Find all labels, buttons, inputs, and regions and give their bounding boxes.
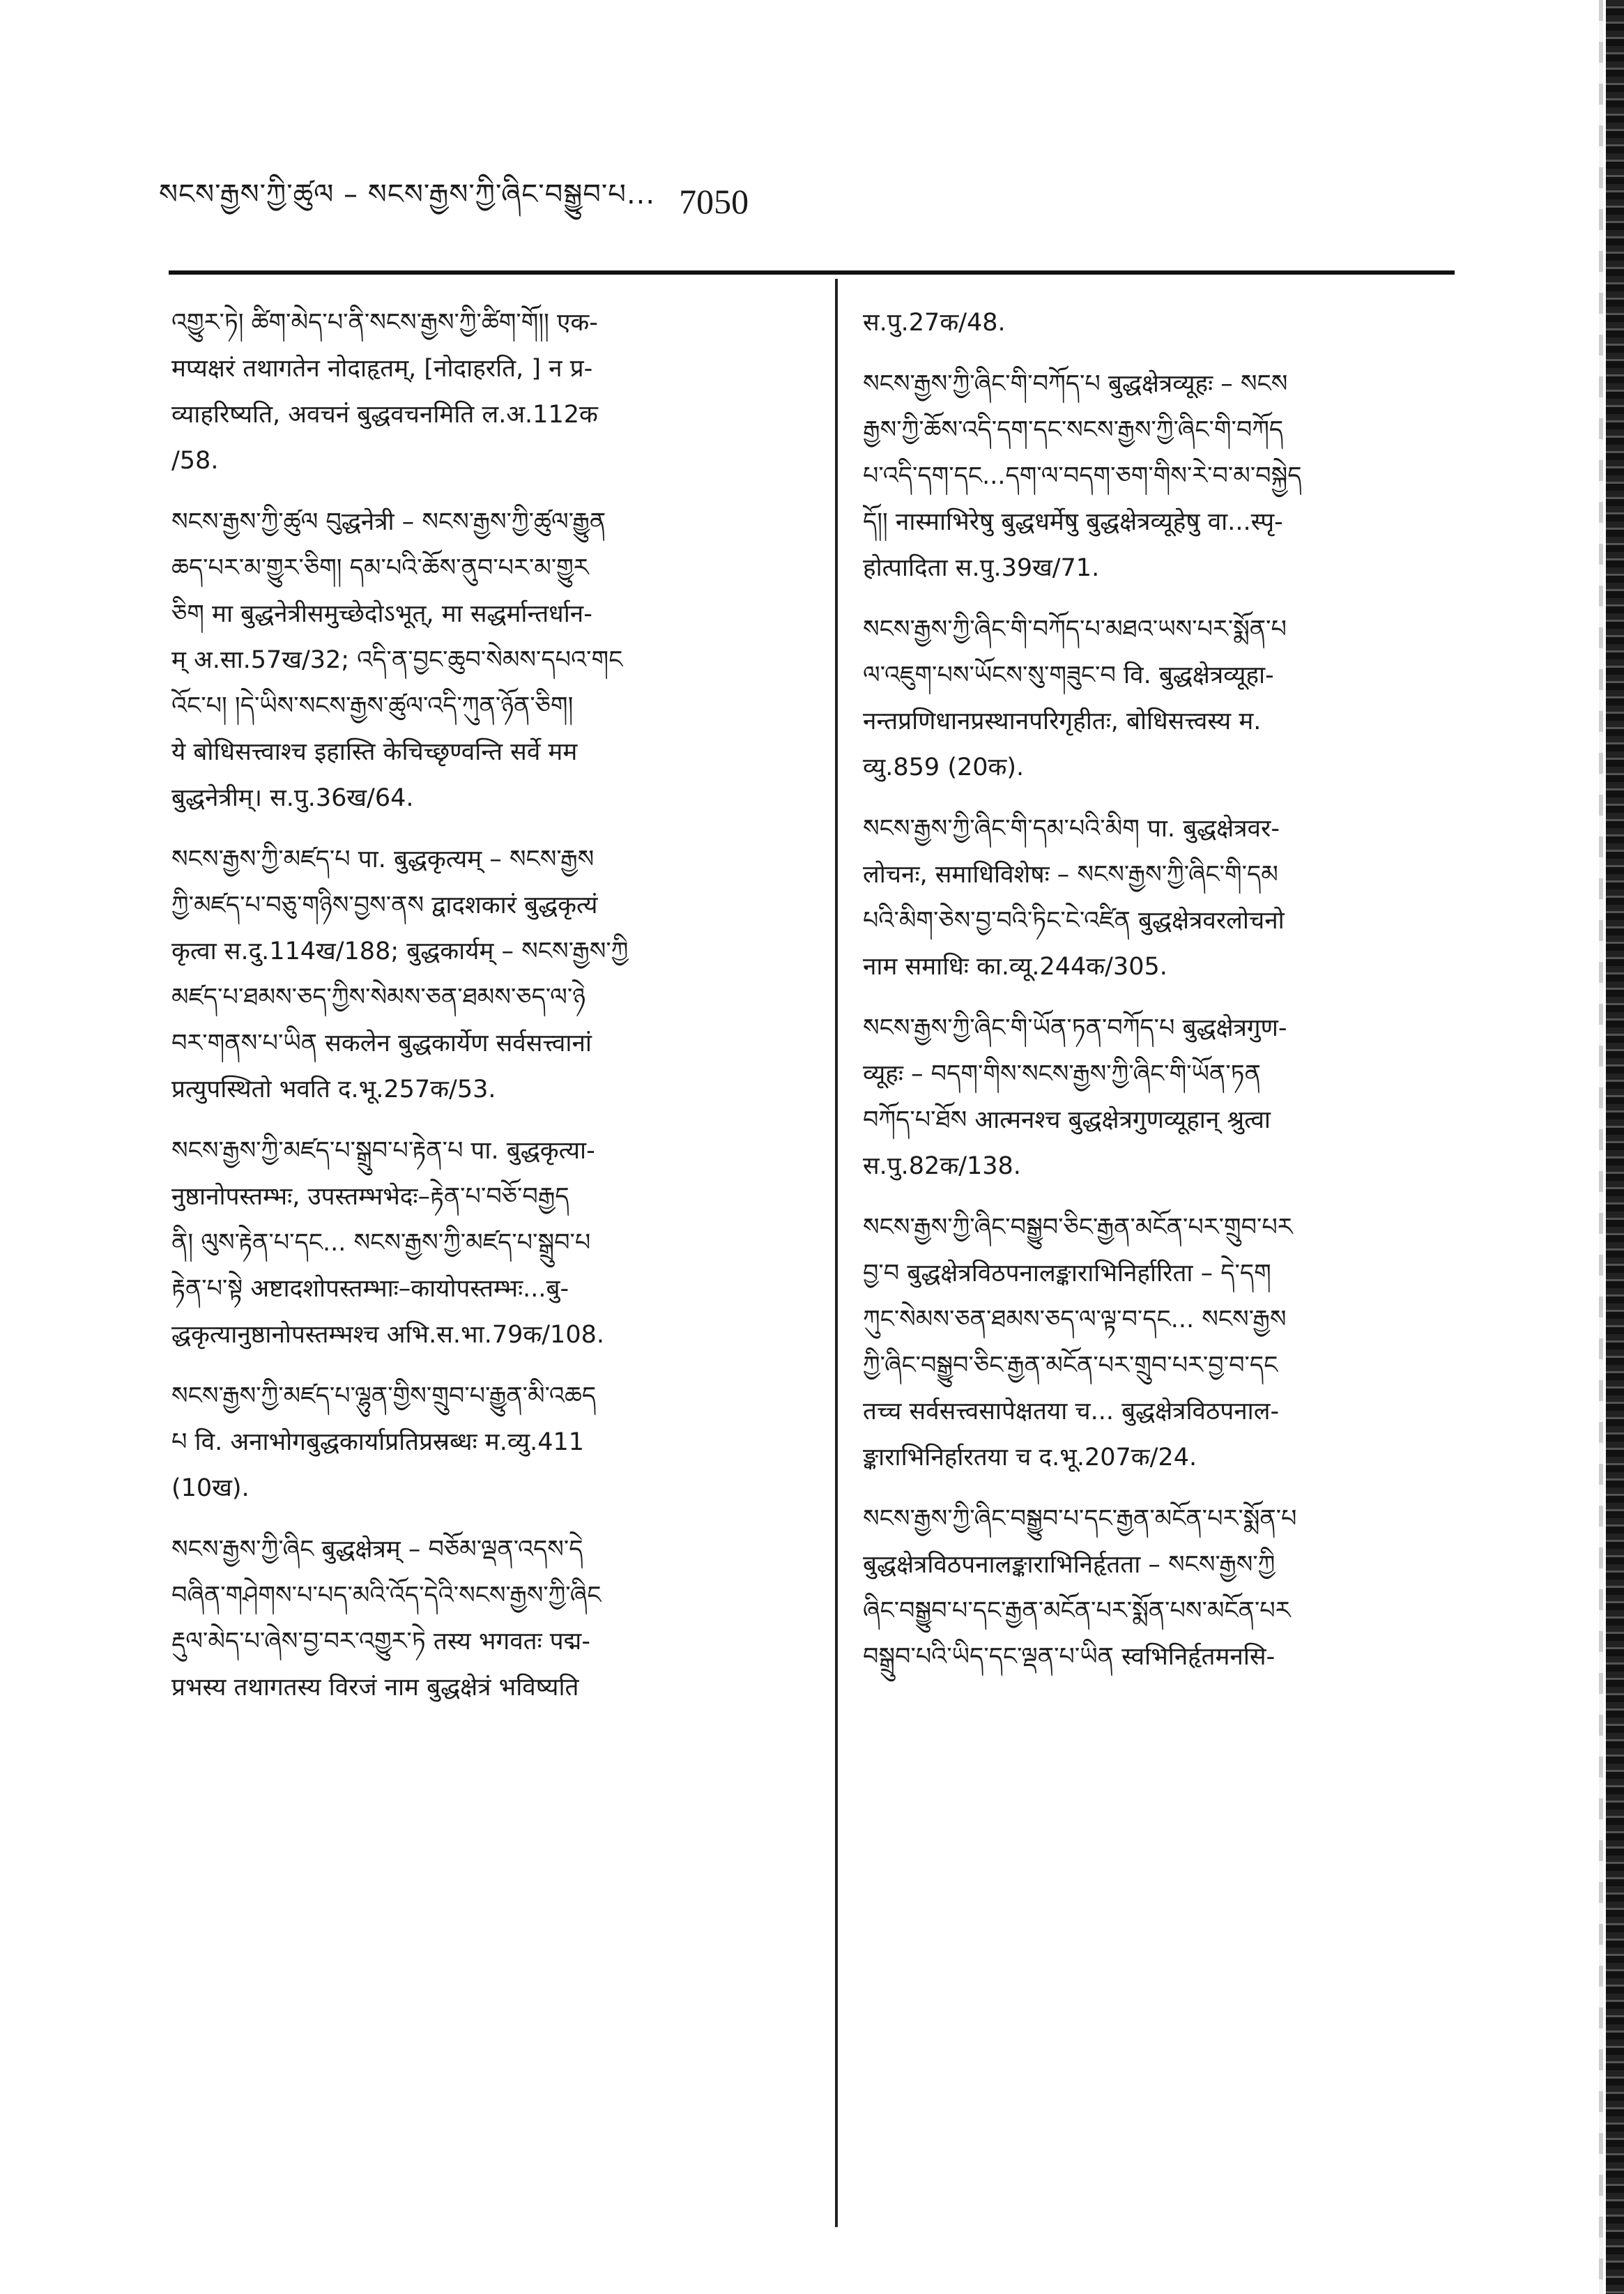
- entry-line: རྒྱས་ཀྱི་ཆོས་འདི་དག་དང་སངས་རྒྱས་ཀྱི་ཞིང་གི་བཀོད: [863, 416, 1284, 444]
- dictionary-entry: [863, 361, 1455, 591]
- entry-line: རྡུལ་མེད་པ་ཞེས་བྱ་བར་འགྱུར་ཏེ तस्य भगवतः पद्म-: [171, 1628, 590, 1655]
- entry-line: བར་གནས་པ་ཡིན सकलेन बुद्धकार्येण सर्वसत्त्वानां: [171, 1030, 592, 1057]
- dictionary-entry: [171, 499, 799, 821]
- entry-line: སངས་རྒྱས་ཀྱི་ཞིང་བསྒྱུབ་པ་དང་རྒྱན་མངོན་པར་སྨོན་པ: [863, 1505, 1297, 1533]
- entry-line: སངས་རྒྱས་ཀྱི་ཞིང་གི་བཀོད་པ बुद्धक्षेत्रव्यूहः – སངས: [863, 370, 1288, 398]
- entry-line: སངས་རྒྱས་ཀྱི་མཛད་པ་ལྷུན་གྱིས་གྲུབ་པ་རྒྱུན་མི་འཆད: [171, 1382, 597, 1410]
- entry-line: लोचनः, समाधिविशेषः – སངས་རྒྱས་ཀྱི་ཞིང་གི་དམ: [863, 861, 1278, 889]
- entry-line: ནི། ལུས་རྟེན་པ་དང... སངས་རྒྱས་ཀྱི་མཛད་པ་སྒྲུབ་པ: [171, 1229, 591, 1257]
- entry-line: སངས་རྒྱས་ཀྱི་ཞིང बुद्धक्षेत्रम् – བཅོམ་ལྡན་འདས་དེ: [171, 1536, 583, 1563]
- entry-line: म् अ.सा.57ख/32; འདི་ན་བྱང་ཆུབ་སེམས་དཔའ་གང: [171, 646, 623, 674]
- column-divider: [835, 279, 838, 2227]
- entry-line: /58.: [171, 447, 219, 475]
- dictionary-entry: [863, 806, 1455, 990]
- right-column: [863, 300, 1455, 2272]
- entry-line: བྱ་བ बुद्धक्षेत्रविठपनालङ्काराभिनिर्हारिता – དེ་དག: [863, 1260, 1271, 1287]
- entry-line: ལ་འཇུག་པས་ཡོངས་སུ་གཟུང་བ वि. बुद्धक्षेत्रव्यूहा-: [863, 662, 1274, 689]
- entry-line: པ वि. अनाभोगबुद्धकार्याप्रतिप्रस्रब्धः म.व्यु.411: [171, 1428, 585, 1456]
- entry-line: སངས་རྒྱས་ཀྱི་ཞིང་གི་དམ་པའི་མིག पा. बुद्धक्षेत्रवर-: [863, 815, 1280, 843]
- dictionary-entry: [171, 1128, 799, 1358]
- entry-line: བཀོད་པ་ཐོས आत्मनश्च बुद्धक्षेत्रगुणव्यूहान् श्रुत्वा: [863, 1106, 1271, 1134]
- entry-line: प्रभस्य तथागतस्य विरजं नाम बुद्धक्षेत्रं भविष्यति: [171, 1674, 579, 1702]
- running-header: [159, 170, 856, 233]
- entry-line: बुद्धक्षेत्रविठपनालङ्काराभिनिर्हृतता – སངས་རྒྱས་ཀྱི: [863, 1551, 1276, 1579]
- entry-line: (10ख).: [171, 1474, 250, 1502]
- scan-edge-strip: [1606, 0, 1624, 2294]
- entry-line: नुष्ठानोपस्तम्भः, उपस्तम्भभेदः–རྟེན་པ་བཅོ་བརྒྱད: [171, 1183, 569, 1211]
- entry-line: ये बोधिसत्त्वाश्च इहास्ति केचिच्छृण्वन्ति सर्वे मम: [171, 738, 578, 766]
- entry-line: སངས་རྒྱས་ཀྱི་ཞིང་གི་ཡོན་ཏན་བཀོད་པ बुद्धक्षेत्रगुण-: [863, 1014, 1287, 1042]
- dictionary-entry: [171, 300, 799, 484]
- entry-line: बुद्धनेत्रीम्। स.पु.36ख/64.: [171, 784, 414, 812]
- entry-line: ཀྱི་མཛད་པ་བཅུ་གཉིས་བྱས་ནས द्वादशकारं बुद्धकृत्यं: [171, 892, 598, 919]
- entry-line: རྟེན་པ་སྟེ अष्टादशोपस्तम्भाः–कायोपस्तम्भः...बु-: [171, 1275, 569, 1303]
- entry-line: སངས་རྒྱས་ཀྱི་མཛད་པ་སྒྲུབ་པ་རྟེན་པ पा. बुद्धकृत्या-: [171, 1137, 595, 1165]
- entry-line: མཛད་པ་ཐམས་ཅད་ཀྱིས་སེམས་ཅན་ཐམས་ཅད་ལ་ཉེ: [171, 984, 585, 1011]
- entry-line: व्यु.859 (20क).: [863, 754, 1025, 781]
- entry-line: པའི་མིག་ཅེས་བྱ་བའི་ཏིང་ངེ་འཛིན बुद्धक्षेत्रवरलोचनो: [863, 907, 1285, 935]
- dictionary-entry: [863, 1205, 1455, 1481]
- entry-line: स.पु.82क/138.: [863, 1152, 1021, 1180]
- entry-line: སངས་རྒྱས་ཀྱི་ཞིང་གི་བཀོད་པ་མཐའ་ཡས་པར་སྨོན་པ: [863, 615, 1287, 643]
- entry-line: དོ།། नास्माभिरेषु बुद्धधर्मेषु बुद्धक्षेत्रव्यूहेषु वा...स्पृ-: [863, 508, 1283, 536]
- entry-line: स.पु.27क/48.: [863, 309, 1006, 337]
- dictionary-entry: [171, 1373, 799, 1511]
- entry-line: སངས་རྒྱས་ཀྱི་ཞིང་བསྒྱུབ་ཅིང་རྒྱན་མངོན་པར་གྲུབ་པར: [863, 1214, 1293, 1241]
- entry-line: ཞིང་བསྒྱུབ་པ་དང་རྒྱན་མངོན་པར་སྨོན་པས་མངོན་པར: [863, 1597, 1291, 1625]
- entry-line: ཀྱི་ཞིང་བསྒྱུབ་ཅིང་རྒྱན་མངོན་པར་གྲུབ་པར་བྱ་བ་དང: [863, 1352, 1278, 1379]
- dictionary-entry: [171, 1527, 799, 1711]
- dictionary-entry: [863, 606, 1455, 790]
- entry-line: प्रत्युपस्थितो भवति द.भू.257क/53.: [171, 1076, 496, 1103]
- entry-line: པ་འདི་དག་དང...དག་ལ་བདག་ཅག་གིས་རེ་བ་མ་བསྐྱེད: [863, 462, 1302, 490]
- entry-line: སངས་རྒྱས་ཀྱི་མཛད་པ पा. बुद्धकृत्यम् – སངས་རྒྱས: [171, 846, 595, 873]
- scan-edge-shadow: [1599, 0, 1603, 2294]
- entry-line: मप्यक्षरं तथागतेन नोदाहृतम्, [नोदाहरति, ] न प्र-: [171, 355, 593, 383]
- page-number: 7050: [679, 182, 749, 221]
- dictionary-entry: [863, 1005, 1455, 1189]
- entry-line: འོང་པ། །དེ་ཡིས་སངས་རྒྱས་ཚུལ་འདི་ཀུན་ཉོན་ཅིག།: [171, 692, 574, 720]
- entry-line: ङ्काराभिनिर्हारतया च द.भू.207क/24.: [863, 1444, 1197, 1471]
- header-rule: [169, 270, 1455, 275]
- entry-line: व्याहरिष्यति, अवचनं बुद्धवचनमिति ल.अ.112क: [171, 401, 598, 429]
- entry-line: འགྱུར་ཏེ། ཚིག་མེད་པ་ནི་སངས་རྒྱས་ཀྱི་ཚིག་གོ།། एक-: [171, 309, 598, 337]
- header-title: སངས་རྒྱས་ཀྱི་ཚུལ – སངས་རྒྱས་ཀྱི་ཞིང་བསྒྱུབ་པ...: [159, 178, 656, 211]
- entry-line: व्यूहः – བདག་གིས་སངས་རྒྱས་ཀྱི་ཞིང་གི་ཡོན་ཏན: [863, 1060, 1261, 1088]
- entry-line: नन्तप्रणिधानप्रस्थानपरिगृहीतः, बोधिसत्त्वस्य म.: [863, 708, 1262, 735]
- entry-line: བཞིན་གཤེགས་པ་པད་མའི་འོད་དེའི་སངས་རྒྱས་ཀྱི་ཞིང: [171, 1582, 602, 1609]
- entry-line: བསྒྲུབ་པའི་ཡིད་དང་ལྡན་པ་ཡིན स्वभिनिर्हृतमनसि-: [863, 1643, 1276, 1671]
- entry-line: कृत्वा स.दु.114ख/188; बुद्धकार्यम् – སངས་རྒྱས་ཀྱི: [171, 938, 629, 965]
- entry-line: द्धकृत्यानुष्ठानोपस्तम्भश्च अभि.स.भा.79क/108.: [171, 1321, 604, 1349]
- entry-line: होत्पादिता स.पु.39ख/71.: [863, 554, 1100, 582]
- entry-line: तच्च सर्वसत्त्वसापेक्षतया च... बुद्धक्षेत्रविठपनाल-: [863, 1398, 1280, 1425]
- entry-line: नाम समाधिः का.व्यू.244क/305.: [863, 953, 1167, 981]
- entry-line: ཀུང་སེམས་ཅན་ཐམས་ཅད་ལ་ལྟ་བ་དང... སངས་རྒྱས: [863, 1306, 1287, 1333]
- entry-line: ཆད་པར་མ་གྱུར་ཅིག། དམ་པའི་ཆོས་ནུབ་པར་མ་གྱུར: [171, 554, 589, 582]
- dictionary-entry: [863, 300, 1455, 346]
- dictionary-entry: [171, 836, 799, 1112]
- entry-line: ཅིག मा बुद्धनेत्रीसमुच्छेदोऽभूत्, मा सद्धर्मान्तर्धान-: [171, 600, 592, 628]
- entry-line: སངས་རྒྱས་ཀྱི་ཚུལ བུद्धनेत्री – སངས་རྒྱས་ཀྱི་ཚུལ་རྒྱུན: [171, 508, 606, 536]
- dictionary-entry: [863, 1496, 1455, 1680]
- left-column: [171, 300, 799, 2272]
